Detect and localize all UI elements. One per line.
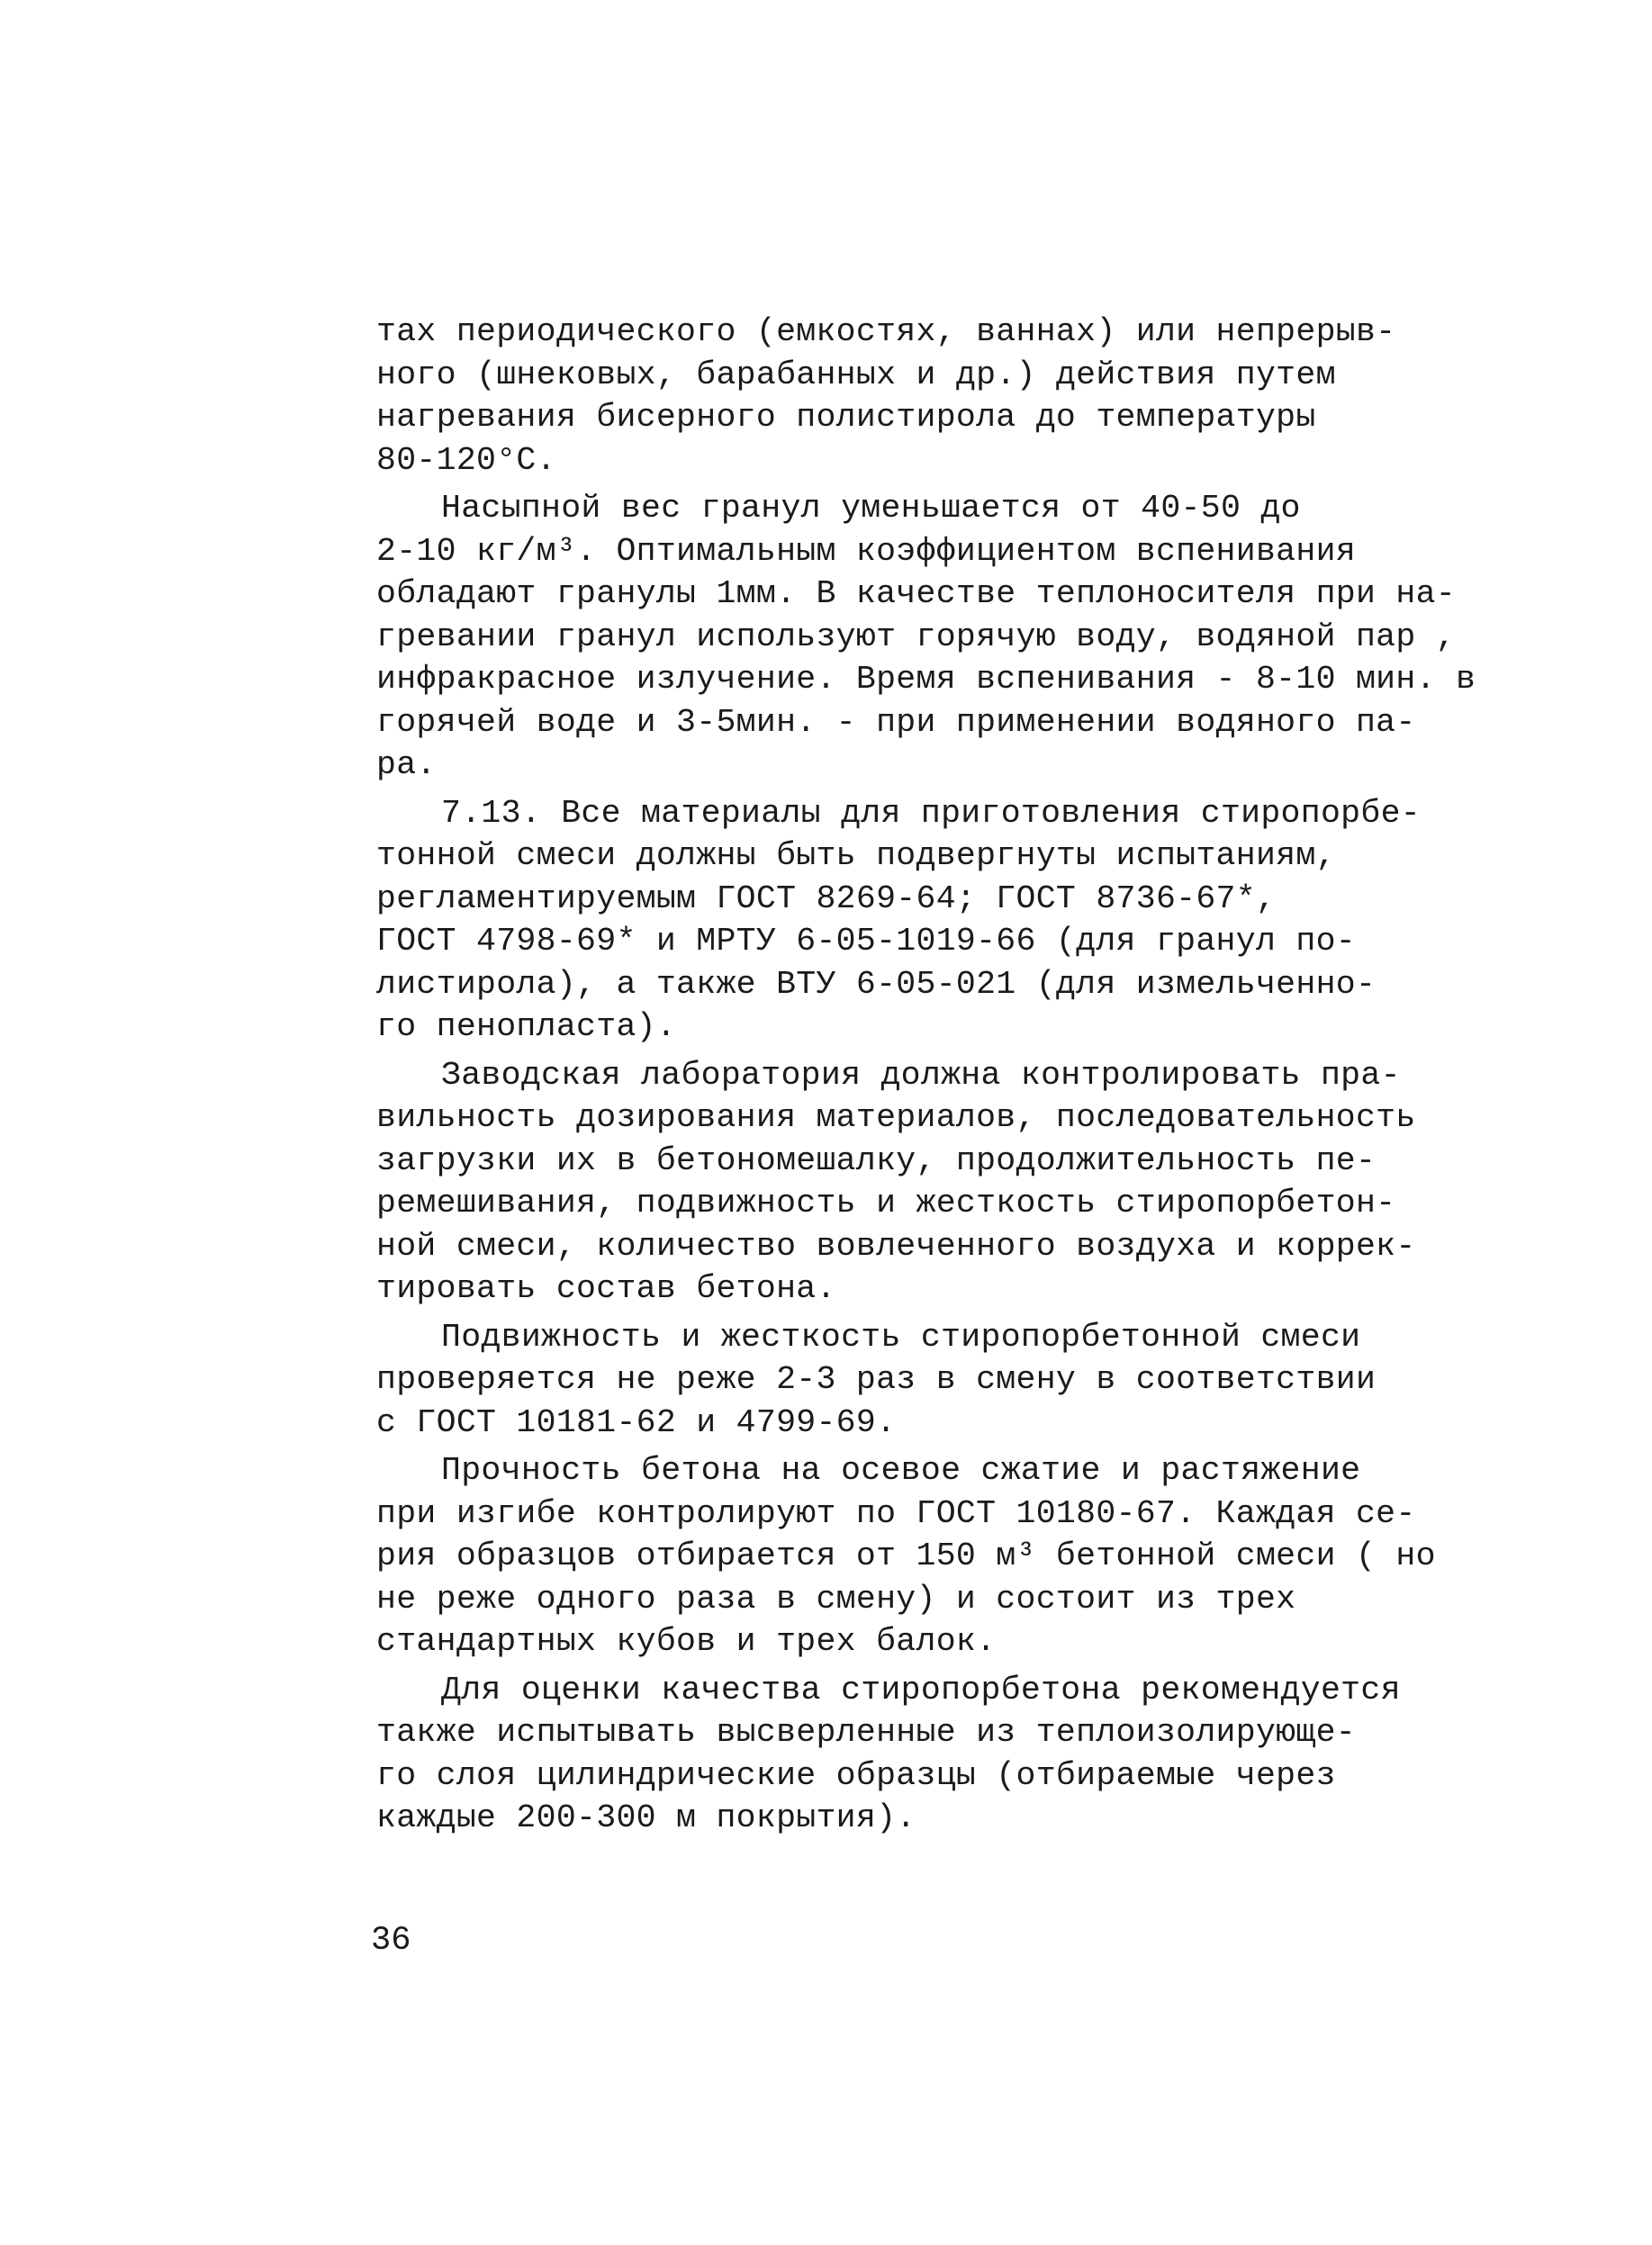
text-line: каждые 200-300 м покрытия). bbox=[376, 1799, 916, 1836]
text-line: тах периодического (емкостях, ваннах) или непрерыв- bbox=[376, 313, 1396, 350]
text-line: не реже одного раза в смену) и состоит из трех bbox=[376, 1580, 1296, 1618]
text-line: 80-120°С. bbox=[376, 441, 556, 479]
text-line: 7.13. Все материалы для приготовления стиропорбе- bbox=[441, 794, 1421, 832]
text-line: с ГОСТ 10181-62 и 4799-69. bbox=[376, 1403, 897, 1441]
text-line: ного (шнековых, барабанных и др.) действия путем bbox=[376, 356, 1336, 393]
text-line: стандартных кубов и трех балок. bbox=[376, 1623, 997, 1660]
text-line: гревании гранул используют горячую воду, водяной пар , bbox=[376, 618, 1456, 655]
text-line: проверяется не реже 2-3 раз в смену в соответствии bbox=[376, 1361, 1377, 1398]
text-line: тировать состав бетона. bbox=[376, 1270, 836, 1307]
paragraph-quality-assessment bbox=[376, 1669, 1511, 1840]
text-line: тонной смеси должны быть подвергнуты испытаниям, bbox=[376, 837, 1336, 874]
paragraph-section-7-13 bbox=[376, 792, 1511, 1049]
text-line: инфракрасное излучение. Время вспенивания - 8-10 мин. в bbox=[376, 661, 1476, 698]
text-line: загрузки их в бетономешалку, продолжительность пе- bbox=[376, 1141, 1377, 1179]
page-number: 36 bbox=[371, 1922, 411, 1960]
paragraph-heating bbox=[376, 311, 1511, 482]
paragraph-factory-lab bbox=[376, 1054, 1511, 1311]
text-line: ремешивания, подвижность и жесткость стиропорбетон- bbox=[376, 1185, 1396, 1222]
text-line: регламентируемым ГОСТ 8269-64; ГОСТ 8736-67*, bbox=[376, 879, 1277, 917]
text-line: горячей воде и 3-5мин. - при применении водяного па- bbox=[376, 703, 1416, 741]
text-line: вильность дозирования материалов, последовательность bbox=[376, 1099, 1416, 1136]
text-line: листирола), а также ВТУ 6-05-021 (для измельченно- bbox=[376, 965, 1377, 1003]
text-line: Для оценки качества стиропорбетона рекомендуется bbox=[441, 1671, 1401, 1709]
text-line: ГОСТ 4798-69* и МРТУ 6-05-1019-66 (для гранул по- bbox=[376, 923, 1356, 960]
text-line: го слоя цилиндрические образцы (отбираемые через bbox=[376, 1756, 1336, 1794]
text-line: го пенопласта). bbox=[376, 1008, 677, 1045]
text-line: 2-10 кг/м³. Оптимальным коэффициентом вспенивания bbox=[376, 532, 1356, 570]
text-line: обладают гранулы 1мм. В качестве теплоносителя при на- bbox=[376, 575, 1456, 612]
text-line: рия образцов отбирается от 150 м³ бетонной смеси ( но bbox=[376, 1537, 1436, 1574]
text-line: Прочность бетона на осевое сжатие и растяжение bbox=[441, 1452, 1361, 1489]
paragraph-strength-control bbox=[376, 1449, 1511, 1663]
page-body bbox=[376, 311, 1511, 1845]
text-line: Насыпной вес гранул уменьшается от 40-50 до bbox=[441, 490, 1301, 527]
text-line: нагревания бисерного полистирола до температуры bbox=[376, 399, 1316, 436]
text-line: ра. bbox=[376, 746, 437, 783]
text-line: ной смеси, количество вовлеченного воздуха и коррек- bbox=[376, 1227, 1416, 1265]
paragraph-mobility-check bbox=[376, 1316, 1511, 1445]
text-line: Заводская лаборатория должна контролировать пра- bbox=[441, 1056, 1401, 1094]
text-line: при изгибе контролируют по ГОСТ 10180-67. Каждая се- bbox=[376, 1494, 1416, 1532]
paragraph-bulk-density bbox=[376, 487, 1511, 787]
text-line: также испытывать высверленные из теплоизолирующе- bbox=[376, 1714, 1356, 1751]
text-line: Подвижность и жесткость стиропорбетонной смеси bbox=[441, 1318, 1361, 1356]
